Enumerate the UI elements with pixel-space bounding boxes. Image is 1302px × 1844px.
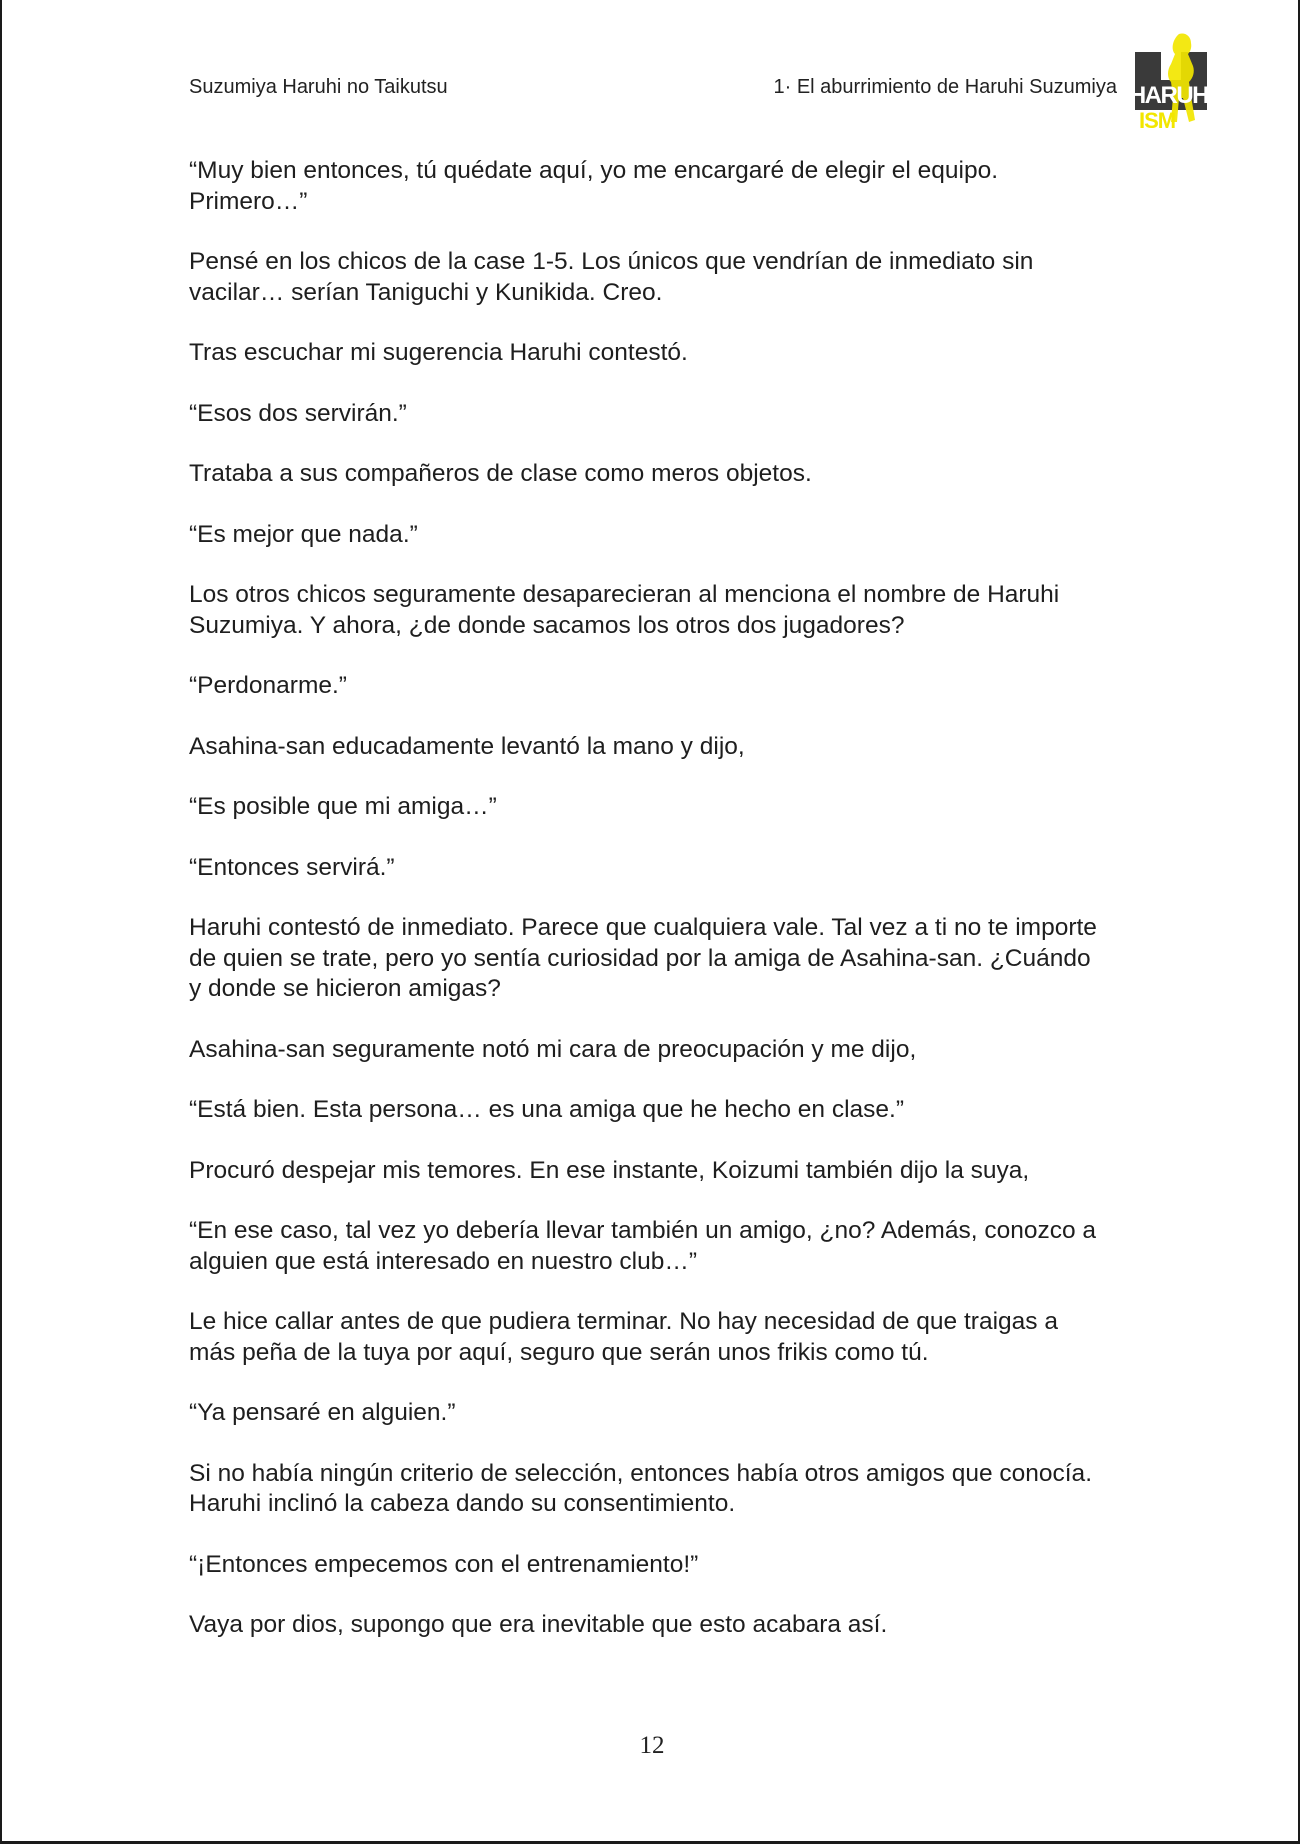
paragraph: “Entonces servirá.” — [189, 853, 395, 881]
svg-text:HARUHI: HARUHI — [1128, 82, 1214, 109]
page-number: 12 — [639, 1732, 665, 1759]
paragraph: Los otros chicos seguramente desaparecieran al menciona el nombre de Haruhi Suzumiya. Y ahora, ¿de donde sacamos los otros dos jugadores? — [189, 581, 1060, 639]
paragraph: “Es posible que mi amiga…” — [189, 793, 497, 820]
paragraph: Le hice callar antes de que pudiera terminar. No hay necesidad de que traigas a más peña de la tuya por aquí, seguro que serán unos frikis como tú. — [189, 1308, 1058, 1366]
paragraph: Procuró despejar mis temores. En ese instante, Koizumi también dijo la suya, — [189, 1156, 1030, 1184]
document-body — [189, 156, 1109, 1671]
paragraph: Haruhi contestó de inmediato. Parece que cualquiera vale. Tal vez a ti no te importe de quien se trate, pero yo sentía curiosidad por la amiga de Asahina-san. ¿Cuándo y donde se hicieron amigas? — [189, 914, 1097, 1002]
chapter-title: 1· El aburrimiento de Haruhi Suzumiya — [773, 76, 1117, 98]
paragraph: “Muy bien entonces, tú quédate aquí, yo me encargaré de elegir el equipo. Primero…” — [189, 157, 999, 215]
paragraph: Asahina-san seguramente notó mi cara de preocupación y me dijo, — [189, 1035, 917, 1063]
paragraph: Tras escuchar mi sugerencia Haruhi contestó. — [189, 339, 688, 366]
paragraph: “Ya pensaré en alguien.” — [189, 1399, 456, 1426]
paragraph: Pensé en los chicos de la case 1-5. Los únicos que vendrían de inmediato sin vacilar… serían Taniguchi y Kunikida. Creo. — [189, 248, 1034, 306]
paragraph: “Está bien. Esta persona… es una amiga que he hecho en clase.” — [189, 1096, 905, 1123]
paragraph: “Es mejor que nada.” — [189, 520, 418, 548]
paragraph: “En ese caso, tal vez yo debería llevar también un amigo, ¿no? Además, conozco a alguien que está interesado en nuestro club…” — [189, 1217, 1097, 1275]
paragraph: “Perdonarme.” — [189, 672, 347, 699]
paragraph: Si no había ningún criterio de selección, entonces había otros amigos que conocía. Haruhi inclinó la cabeza dando su consentimiento. — [189, 1459, 1092, 1517]
book-title: Suzumiya Haruhi no Taikutsu — [189, 76, 448, 98]
paragraph: Trataba a sus compañeros de clase como meros objetos. — [189, 460, 812, 487]
paragraph: Asahina-san educadamente levantó la mano y dijo, — [189, 732, 745, 760]
haruhi-ism-logo-icon — [1128, 32, 1214, 133]
paragraph: “¡Entonces empecemos con el entrenamiento!” — [189, 1550, 699, 1578]
paragraph: Vaya por dios, supongo que era inevitable que esto acabara así. — [189, 1611, 888, 1638]
paragraph: “Esos dos servirán.” — [189, 399, 407, 427]
page-header — [189, 76, 1117, 100]
svg-text:ISM: ISM — [1139, 108, 1176, 133]
